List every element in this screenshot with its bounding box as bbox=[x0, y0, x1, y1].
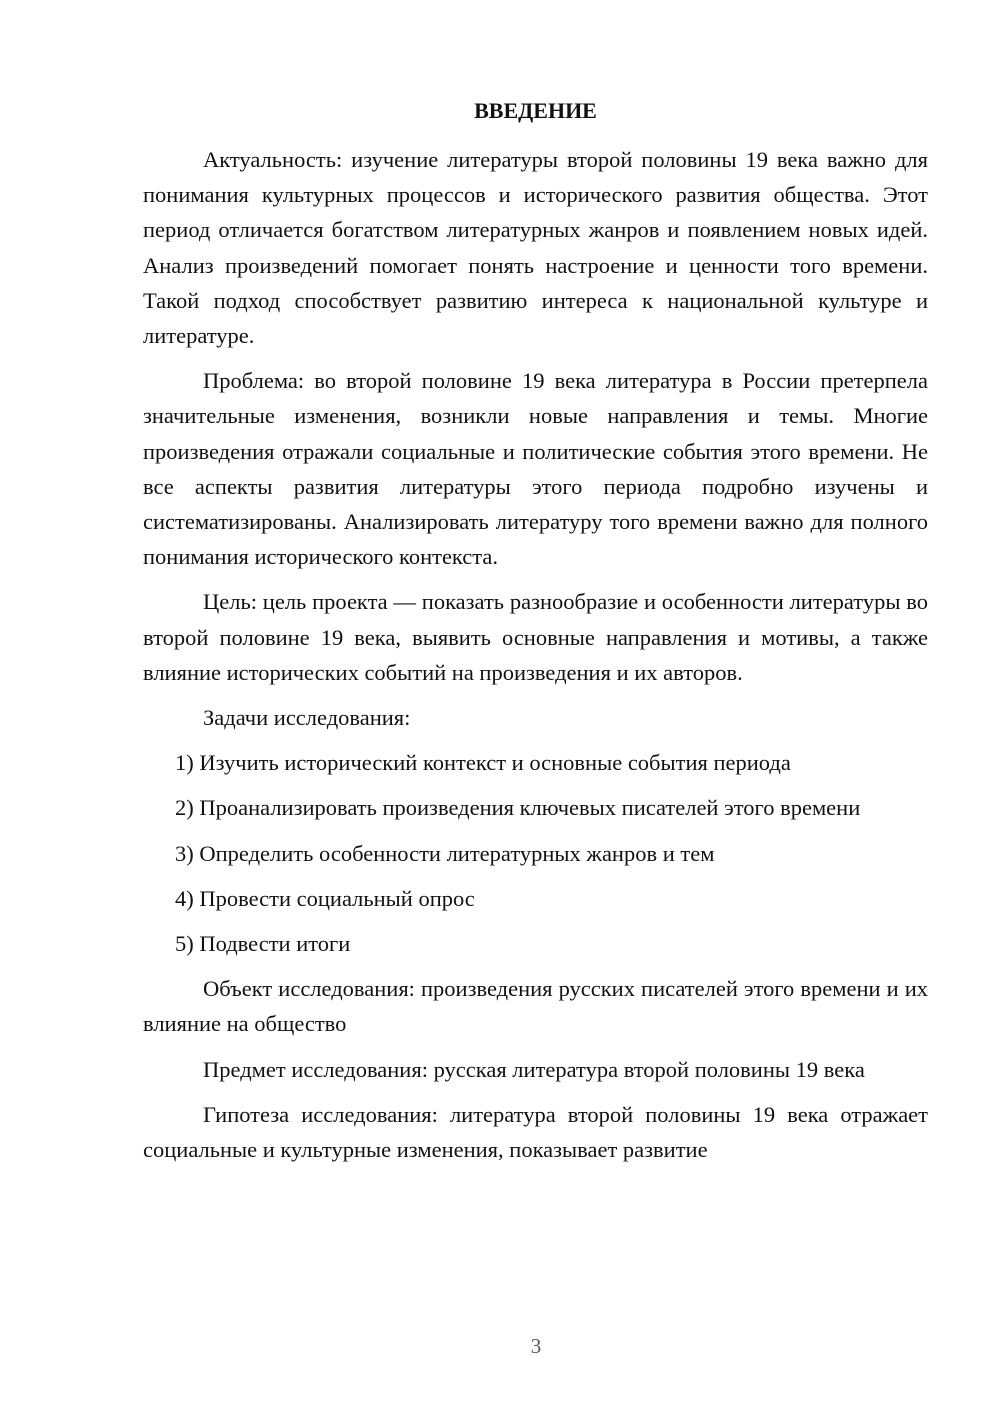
task-item-3: 3) Определить особенности литературных жанров и тем bbox=[175, 840, 715, 866]
task-item-5: 5) Подвести итоги bbox=[175, 931, 351, 957]
task-item-1: 1) Изучить исторический контекст и основные события периода bbox=[175, 750, 791, 776]
page-content bbox=[143, 96, 928, 1177]
paragraph-hypothesis: Гипотеза исследования: литература второй половины 19 века отражает социальные и культурные изменения, показывает развитие bbox=[143, 1101, 928, 1163]
paragraph-relevance: Актуальность: изучение литературы второй половины 19 века важно для понимания культурных процессов и исторического развития общества. Этот период отличается богатством литературных жанров и появлением новых идей. Анализ произведений помогает понять настроение и ценности того времени. Такой подход способствует развитию интереса к национальной культуре и литературе. bbox=[143, 147, 928, 349]
paragraph-subject: Предмет исследования: русская литература второй половины 19 века bbox=[203, 1056, 865, 1082]
page-number: 3 bbox=[530, 1334, 542, 1358]
task-item-2: 2) Проанализировать произведения ключевых писателей этого времени bbox=[175, 795, 861, 821]
paragraph-goal: Цель: цель проекта — показать разнообразие и особенности литературы во второй половине 19 века, выявить основные направления и мотивы, а также влияние исторических событий на произведения и их авторов. bbox=[143, 589, 928, 685]
section-title: ВВЕДЕНИЕ bbox=[474, 98, 597, 123]
task-item-4: 4) Провести социальный опрос bbox=[175, 885, 475, 911]
paragraph-problem: Проблема: во второй половине 19 века литература в России претерпела значительные изменения, возникли новые направления и темы. Многие произведения отражали социальные и политические события этого времени. Не все аспекты развития литературы этого периода подробно изучены и систематизированы. Анализировать литературу того времени важно для полного понимания исторического контекста. bbox=[143, 368, 928, 570]
paragraph-object: Объект исследования: произведения русских писателей этого времени и их влияние на общество bbox=[143, 976, 928, 1037]
paragraph-tasks-heading: Задачи исследования: bbox=[203, 705, 411, 731]
